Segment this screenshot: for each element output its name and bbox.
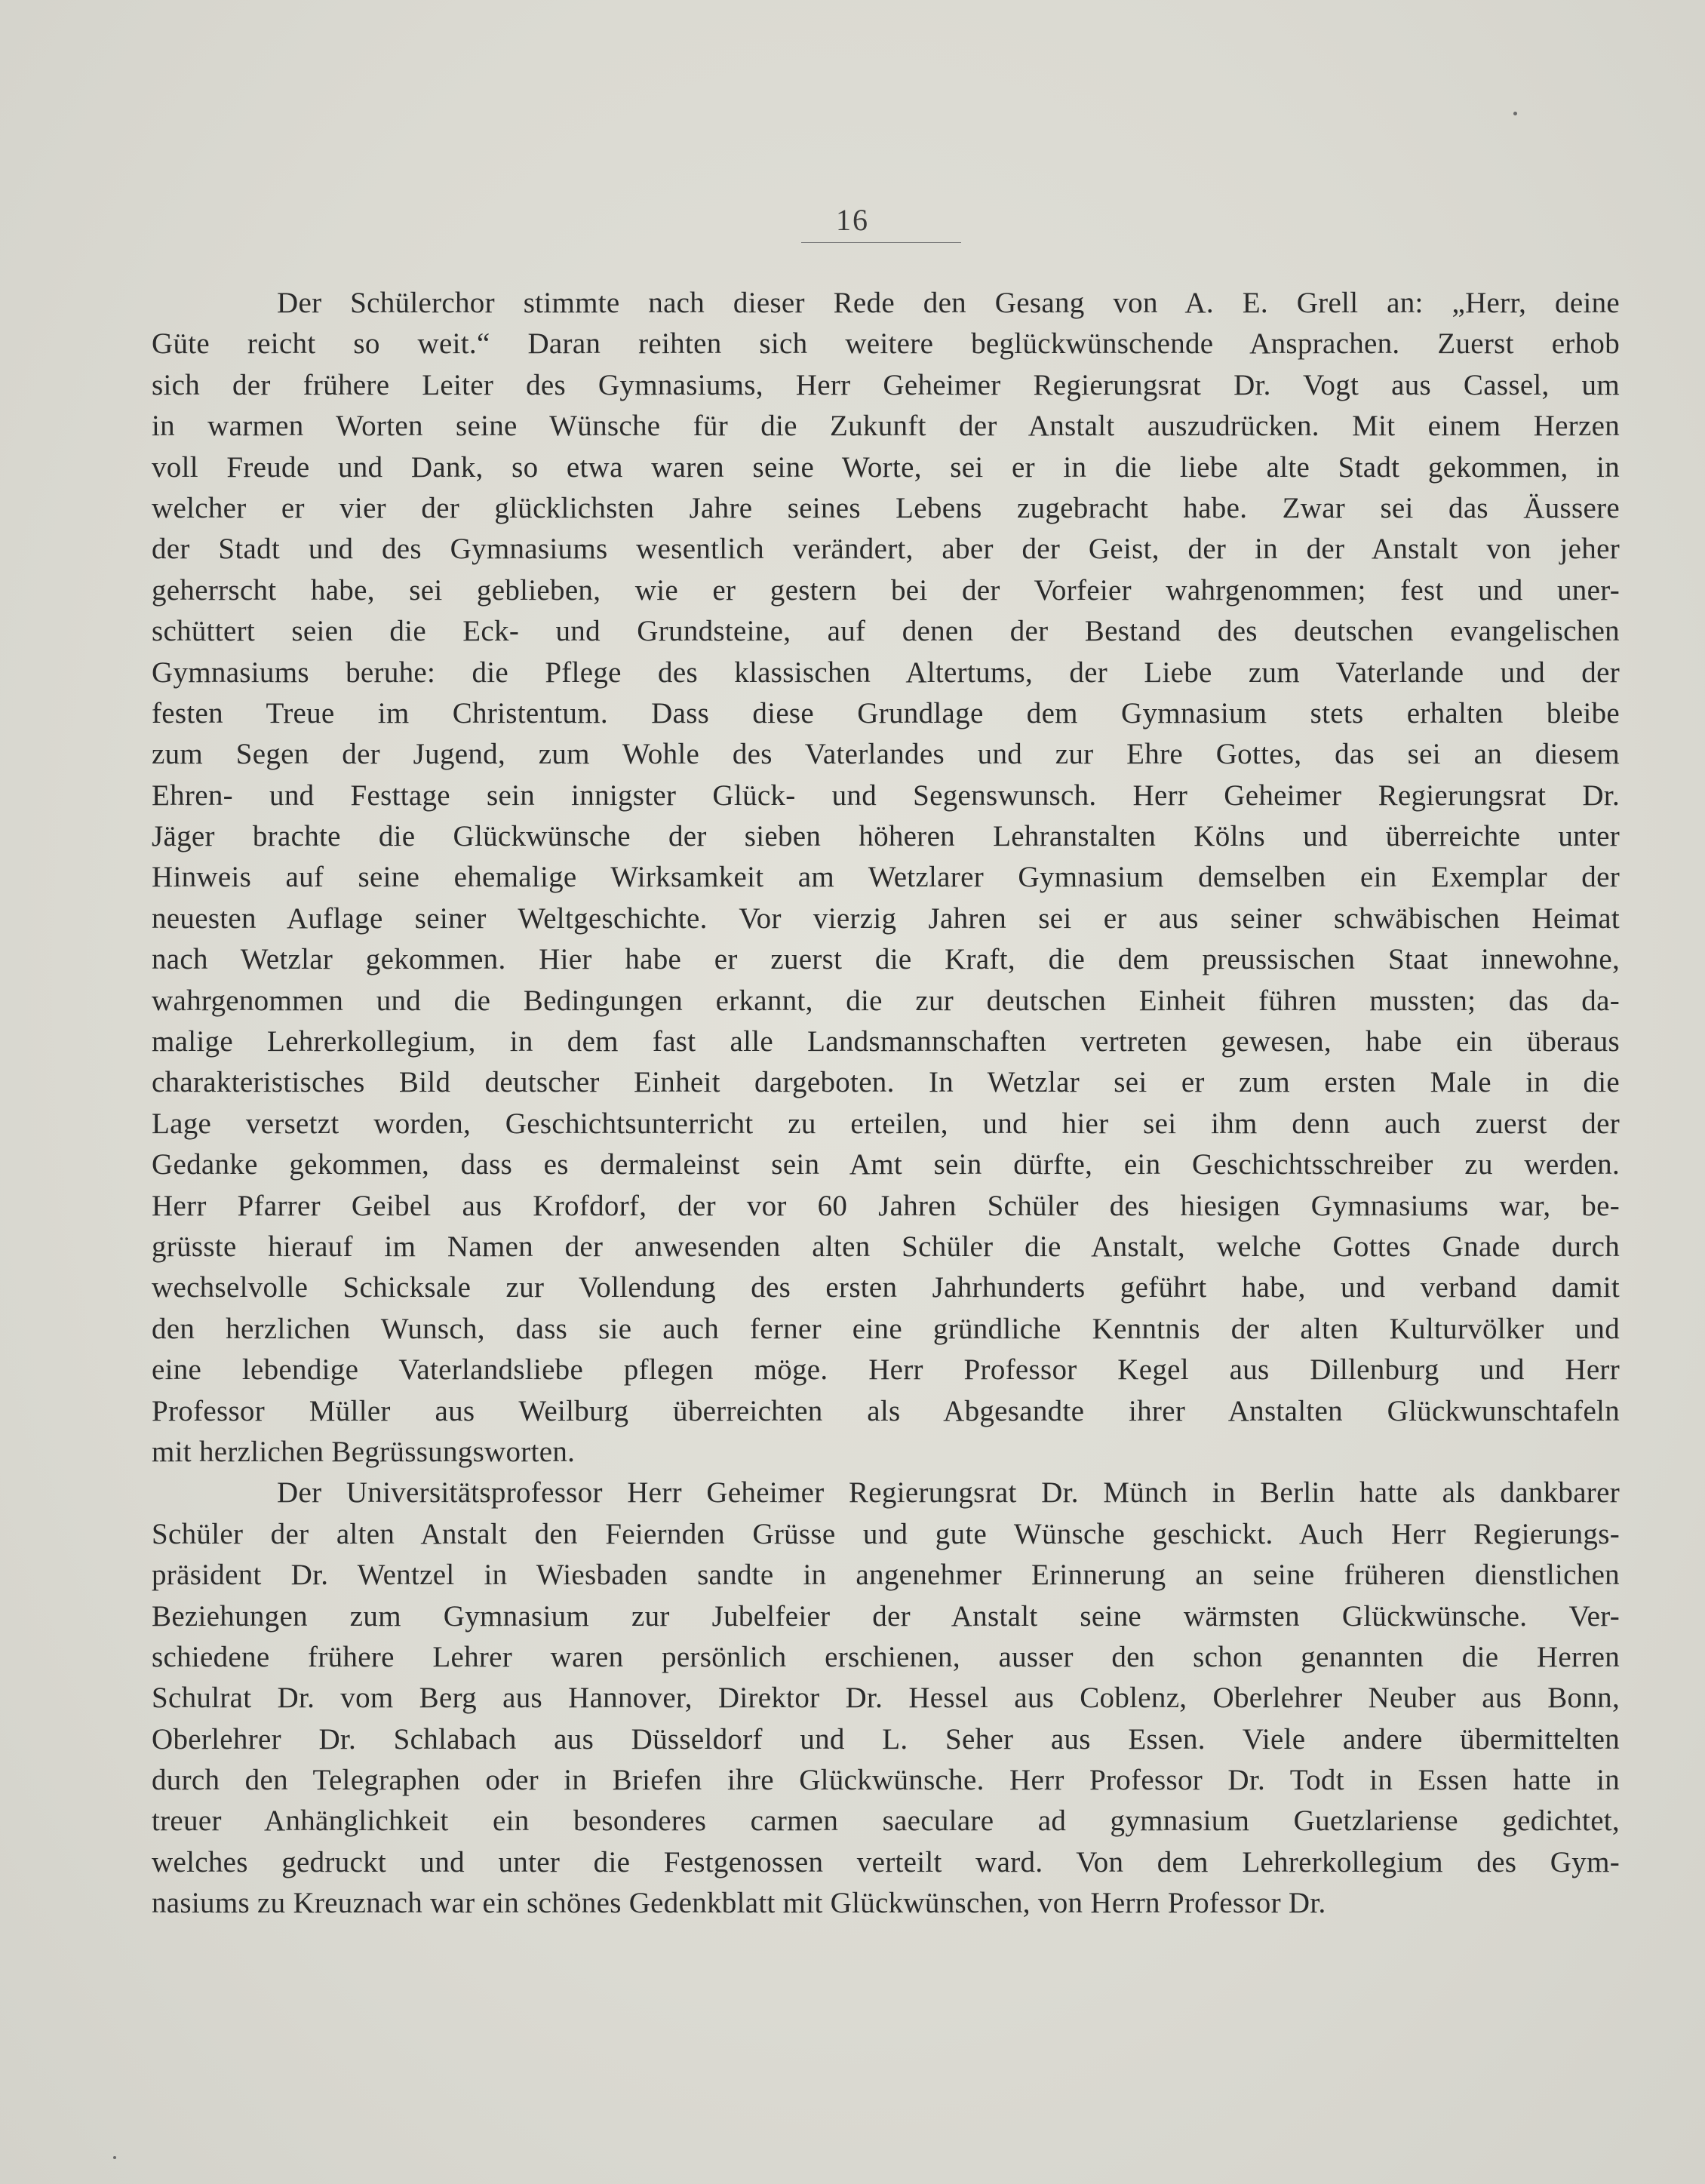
text-line: schüttert seien die Eck- und Grundsteine, auf denen der Bestand des deutschen evangelischen	[152, 615, 1620, 648]
text-line: welches gedruckt und unter die Festgenossen verteilt ward. Von dem Lehrerkollegium des Gym-	[152, 1845, 1620, 1878]
text-line: geherrscht habe, sei geblieben, wie er gestern bei der Vorfeier wahrgenommen; fest und uner-	[152, 573, 1620, 607]
paragraph-2	[152, 1473, 1620, 1924]
text-line: präsident Dr. Wentzel in Wiesbaden sandte in angenehmer Erinnerung an seine früheren dienstlichen	[152, 1559, 1620, 1592]
text-line: eine lebendige Vaterlandsliebe pflegen möge. Herr Professor Kegel aus Dillenburg und Herr	[152, 1353, 1620, 1387]
text-line: welcher er vier der glücklichsten Jahre seines Lebens zugebracht habe. Zwar sei das Äussere	[152, 491, 1620, 524]
text-line: in warmen Worten seine Wünsche für die Zukunft der Anstalt auszudrücken. Mit einem Herzen	[152, 410, 1620, 443]
text-line: Ehren- und Festtage sein innigster Glück- und Segenswunsch. Herr Geheimer Regierungsrat Dr.	[152, 779, 1620, 812]
page-number-rule	[801, 242, 961, 243]
text-line: voll Freude und Dank, so etwa waren seine Worte, sei er in die liebe alte Stadt gekommen, in	[152, 450, 1620, 484]
text-line: Güte reicht so weit.“ Daran reihten sich weitere beglückwünschende Ansprachen. Zuerst erhob	[152, 327, 1620, 361]
text-line: Der Schülerchor stimmte nach dieser Rede den Gesang von A. E. Grell an: „Herr, deine	[277, 287, 1620, 319]
text-line: neuesten Auflage seiner Weltgeschichte. Vor vierzig Jahren sei er aus seiner schwäbischen Heimat	[152, 902, 1620, 935]
text-line: schiedene frühere Lehrer waren persönlich erschienen, ausser den schon genannten die Herren	[152, 1640, 1620, 1673]
page-number: 16	[836, 203, 869, 237]
text-line: malige Lehrerkollegium, in dem fast alle Landsmannschaften vertreten gewesen, habe ein überaus	[152, 1025, 1620, 1058]
scan-speck	[113, 2156, 116, 2159]
text-line: nasiums zu Kreuznach war ein schönes Gedenkblatt mit Glückwünschen, von Herrn Professor Dr.	[152, 1887, 1326, 1920]
text-line: Beziehungen zum Gymnasium zur Jubelfeier der Anstalt seine wärmsten Glückwünsche. Ver-	[152, 1599, 1620, 1633]
text-line: Lage versetzt worden, Geschichtsunterricht zu erteilen, und hier sei ihm denn auch zuerst der	[152, 1107, 1620, 1140]
text-line: nach Wetzlar gekommen. Hier habe er zuerst die Kraft, die dem preussischen Staat innewohne,	[152, 943, 1620, 976]
text-line: mit herzlichen Begrüssungsworten.	[152, 1435, 576, 1468]
text-line: durch den Telegraphen oder in Briefen ihre Glückwünsche. Herr Professor Dr. Todt in Essen hatte in	[152, 1764, 1620, 1797]
text-line: Herr Pfarrer Geibel aus Krofdorf, der vor 60 Jahren Schüler des hiesigen Gymnasiums war, be-	[152, 1189, 1620, 1222]
text-line: Gedanke gekommen, dass es dermaleinst sein Amt sein dürfte, ein Geschichtsschreiber zu werden.	[152, 1148, 1620, 1181]
text-line: Schüler der alten Anstalt den Feiernden Grüsse und gute Wünsche geschickt. Auch Herr Regierungs-	[152, 1517, 1620, 1550]
text-line: Oberlehrer Dr. Schlabach aus Düsseldorf und L. Seher aus Essen. Viele andere übermittelten	[152, 1722, 1620, 1755]
text-line: Hinweis auf seine ehemalige Wirksamkeit am Wetzlarer Gymnasium demselben ein Exemplar der	[152, 861, 1620, 894]
text-line: zum Segen der Jugend, zum Wohle des Vaterlandes und zur Ehre Gottes, das sei an diesem	[152, 738, 1620, 771]
text-line: Der Universitätsprofessor Herr Geheimer Regierungsrat Dr. Münch in Berlin hatte als dankbarer	[277, 1476, 1620, 1510]
text-line: charakteristisches Bild deutscher Einheit dargeboten. In Wetzlar sei er zum ersten Male in die	[152, 1066, 1620, 1099]
paragraph-1	[152, 283, 1620, 1473]
text-line: den herzlichen Wunsch, dass sie auch ferner eine gründliche Kenntnis der alten Kulturvölker und	[152, 1312, 1620, 1345]
text-line: der Stadt und des Gymnasiums wesentlich verändert, aber der Geist, der in der Anstalt von jeher	[152, 533, 1620, 566]
text-line: Jäger brachte die Glückwünsche der sieben höheren Lehranstalten Kölns und überreichte unter	[152, 820, 1620, 853]
text-line: wechselvolle Schicksale zur Vollendung des ersten Jahrhunderts geführt habe, und verband damit	[152, 1271, 1620, 1304]
text-line: treuer Anhänglichkeit ein besonderes carmen saeculare ad gymnasium Guetzlariense gedichtet,	[152, 1805, 1620, 1838]
text-line: sich der frühere Leiter des Gymnasiums, Herr Geheimer Regierungsrat Dr. Vogt aus Cassel, um	[152, 368, 1620, 401]
text-line: Professor Müller aus Weilburg überreichten als Abgesandte ihrer Anstalten Glückwunschtafeln	[152, 1394, 1620, 1427]
text-line: Gymnasiums beruhe: die Pflege des klassischen Altertums, der Liebe zum Vaterlande und der	[152, 656, 1620, 689]
text-line: Schulrat Dr. vom Berg aus Hannover, Direktor Dr. Hessel aus Coblenz, Oberlehrer Neuber aus Bonn,	[152, 1682, 1620, 1715]
text-line: wahrgenommen und die Bedingungen erkannt, die zur deutschen Einheit führen mussten; das da-	[152, 984, 1620, 1017]
scan-speck	[1513, 112, 1517, 115]
text-line: festen Treue im Christentum. Dass diese Grundlage dem Gymnasium stets erhalten bleibe	[152, 696, 1620, 730]
body-text	[152, 283, 1620, 1924]
text-line: grüsste hierauf im Namen der anwesenden alten Schüler die Anstalt, welche Gottes Gnade durch	[152, 1230, 1620, 1263]
